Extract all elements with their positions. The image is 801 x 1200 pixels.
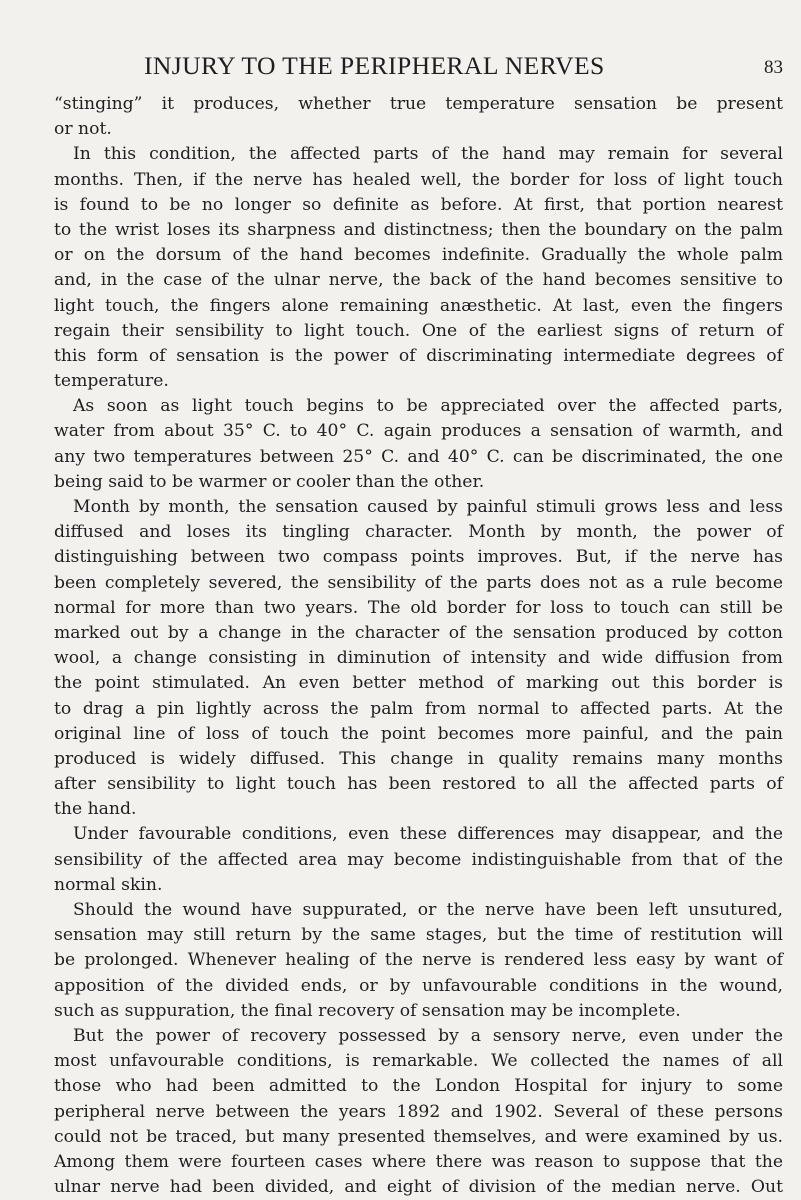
text-line: those who had been admitted to the London Hospital for injury to some: [54, 1076, 783, 1097]
text-line: But the power of recovery possessed by a sensory nerve, even under the: [73, 1025, 783, 1046]
text-line: be prolonged. Whenever healing of the nerve is rendered less easy by want of: [54, 950, 783, 971]
text-line: or not.: [54, 119, 112, 140]
text-line: to drag a pin lightly across the palm from normal to affected parts. At the: [54, 698, 783, 719]
text-line: is found to be no longer so definite as before. At first, that portion nearest: [54, 194, 783, 215]
text-line: regain their sensibility to light touch. One of the earliest signs of return of: [54, 320, 783, 341]
text-line: Should the wound have suppurated, or the nerve have been left unsutured,: [73, 900, 783, 920]
text-line: apposition of the divided ends, or by unfavourable conditions in the wound,: [54, 975, 783, 996]
text-line: normal skin.: [54, 874, 163, 895]
text-line: the hand.: [54, 799, 137, 820]
text-line: “stinging” it produces, whether true temperature sensation be present: [54, 94, 783, 114]
text-line: being said to be warmer or cooler than the other.: [54, 471, 485, 492]
running-head: INJURY TO THE PERIPHERAL NERVES: [144, 51, 605, 80]
text-line: to the wrist loses its sharpness and distinctness; then the boundary on the palm: [54, 219, 783, 240]
text-line: could not be traced, but many presented themselves, and were examined by us.: [54, 1126, 783, 1147]
text-line: diffused and loses its tingling character. Month by month, the power of: [54, 522, 783, 543]
text-line: In this condition, the affected parts of the hand may remain for several: [73, 144, 783, 165]
text-line: wool, a change consisting in diminution of intensity and wide diffusion from: [54, 648, 783, 669]
text-line: such as suppuration, the final recovery of sensation may be incomplete.: [54, 1000, 681, 1021]
text-line: the point stimulated. An even better method of marking out this border is: [54, 673, 783, 694]
text-line: ulnar nerve had been divided, and eight of division of the median nerve. Out: [54, 1177, 783, 1198]
text-line: produced is widely diffused. This change in quality remains many months: [54, 748, 783, 769]
text-line: normal for more than two years. The old border for loss to touch can still be: [54, 597, 783, 618]
body-text: [54, 92, 783, 1198]
text-line: any two temperatures between 25° C. and 40° C. can be discriminated, the one: [54, 446, 783, 467]
text-line: this form of sensation is the power of discriminating intermediate degrees of: [54, 345, 783, 366]
text-line: temperature.: [54, 371, 169, 392]
text-line: peripheral nerve between the years 1892 and 1902. Several of these persons: [54, 1101, 783, 1122]
text-line: Under favourable conditions, even these differences may disappear, and the: [73, 824, 783, 845]
text-line: or on the dorsum of the hand becomes indefinite. Gradually the whole palm: [54, 245, 783, 266]
text-line: light touch, the fingers alone remaining anæsthetic. At last, even the fingers: [54, 295, 783, 316]
text-line: most unfavourable conditions, is remarkable. We collected the names of all: [54, 1051, 783, 1072]
text-line: and, in the case of the ulnar nerve, the back of the hand becomes sensitive to: [54, 270, 783, 291]
text-line: water from about 35° C. to 40° C. again produces a sensation of warmth, and: [54, 421, 783, 442]
text-line: sensation may still return by the same stages, but the time of restitution will: [54, 925, 783, 946]
page-number: 83: [764, 57, 783, 78]
text-line: Among them were fourteen cases where there was reason to suppose that the: [54, 1151, 783, 1172]
text-line: marked out by a change in the character of the sensation produced by cotton: [54, 622, 783, 643]
text-line: been completely severed, the sensibility of the parts does not as a rule become: [54, 572, 783, 593]
text-line: original line of loss of touch the point becomes more painful, and the pain: [54, 723, 783, 744]
text-line: sensibility of the affected area may become indistinguishable from that of the: [54, 849, 783, 870]
text-line: distinguishing between two compass points improves. But, if the nerve has: [54, 547, 783, 568]
page-header: [54, 48, 783, 84]
text-line: after sensibility to light touch has been restored to all the affected parts of: [54, 774, 783, 795]
text-line: As soon as light touch begins to be appreciated over the affected parts,: [73, 396, 783, 417]
text-line: Month by month, the sensation caused by painful stimuli grows less and less: [73, 497, 783, 517]
text-line: months. Then, if the nerve has healed well, the border for loss of light touch: [54, 169, 783, 190]
